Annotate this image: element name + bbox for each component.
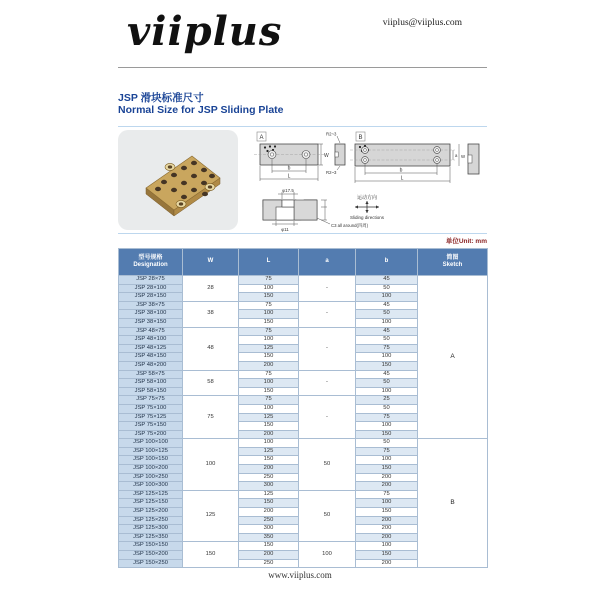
cell-designation: JSP 125×125	[119, 490, 183, 499]
cell-l: 200	[239, 508, 299, 517]
cell-l: 350	[239, 533, 299, 542]
cell-a: 50	[299, 490, 356, 542]
cell-l: 300	[239, 482, 299, 491]
cell-l: 125	[239, 447, 299, 456]
sliding-directions	[350, 194, 385, 220]
cell-designation: JSP 150×200	[119, 551, 183, 560]
header-l: L	[239, 249, 299, 276]
sliding-directions-en: Sliding directions	[349, 215, 385, 220]
viiplus-logo: viiplus	[127, 8, 283, 55]
cell-sketch: A	[418, 276, 488, 439]
radius-label-top: R2~3	[326, 131, 337, 137]
cell-w: 150	[183, 542, 239, 568]
cell-b: 100	[356, 456, 418, 465]
cell-b: 200	[356, 533, 418, 542]
cell-b: 50	[356, 439, 418, 448]
cell-b: 25	[356, 396, 418, 405]
side-view-b	[468, 144, 479, 174]
dim-b-label-b: b	[399, 167, 403, 174]
dim-w-label-b: W	[461, 154, 466, 159]
cell-b: 45	[356, 327, 418, 336]
cell-designation: JSP 100×300	[119, 482, 183, 491]
cell-l: 100	[239, 439, 299, 448]
cell-w: 58	[183, 370, 239, 396]
header-sketch	[418, 249, 488, 276]
cell-b: 200	[356, 516, 418, 525]
cell-l: 150	[239, 499, 299, 508]
side-view-a	[326, 132, 345, 176]
cell-b: 100	[356, 353, 418, 362]
dim-b-label-a: b	[287, 165, 291, 172]
cell-l: 200	[239, 430, 299, 439]
cell-designation: JSP 38×100	[119, 310, 183, 319]
top-view-b	[350, 132, 466, 183]
cell-w: 28	[183, 276, 239, 302]
cell-b: 100	[356, 542, 418, 551]
cell-designation: JSP 28×100	[119, 284, 183, 293]
cell-b: 75	[356, 413, 418, 422]
technical-drawings	[118, 128, 487, 235]
cell-b: 50	[356, 310, 418, 319]
table-row	[119, 439, 488, 448]
cell-b: 200	[356, 525, 418, 534]
top-view-a	[254, 132, 329, 181]
cell-b: 150	[356, 361, 418, 370]
cell-b: 100	[356, 318, 418, 327]
header-sketch-cn: 简图	[446, 254, 459, 261]
header-w: W	[183, 249, 239, 276]
page-title-en: Normal Size for JSP Sliding Plate	[118, 104, 284, 116]
cell-b: 75	[356, 344, 418, 353]
cell-designation: JSP 38×75	[119, 301, 183, 310]
header-sketch-en: Sketch	[442, 262, 463, 268]
cell-l: 150	[239, 422, 299, 431]
cell-designation: JSP 48×150	[119, 353, 183, 362]
cell-l: 250	[239, 473, 299, 482]
cell-l: 125	[239, 413, 299, 422]
drawing-band-top-line	[118, 126, 487, 127]
cell-b: 100	[356, 499, 418, 508]
dim-l-label-a: L	[287, 173, 291, 180]
cell-designation: JSP 125×200	[119, 508, 183, 517]
cell-a: -	[299, 301, 356, 327]
unit-note: 单位Unit: mm	[445, 238, 487, 245]
cell-designation: JSP 150×250	[119, 559, 183, 568]
cell-l: 150	[239, 542, 299, 551]
cell-b: 150	[356, 465, 418, 474]
cell-a: -	[299, 370, 356, 396]
cell-a: -	[299, 396, 356, 439]
cell-l: 150	[239, 387, 299, 396]
cell-l: 75	[239, 396, 299, 405]
view-a-label: A	[259, 135, 264, 141]
cell-designation: JSP 58×100	[119, 379, 183, 388]
cell-l: 100	[239, 404, 299, 413]
cell-b: 150	[356, 508, 418, 517]
section-view	[263, 188, 369, 232]
cell-designation: JSP 100×150	[119, 456, 183, 465]
cell-designation: JSP 125×350	[119, 533, 183, 542]
cell-b: 100	[356, 422, 418, 431]
cell-l: 150	[239, 293, 299, 302]
cell-b: 150	[356, 551, 418, 560]
dim-a-label-b: a	[455, 153, 458, 158]
cell-w: 48	[183, 327, 239, 370]
cell-designation: JSP 75×200	[119, 430, 183, 439]
cell-designation: JSP 58×150	[119, 387, 183, 396]
chamfer-note: C3 all around(四周)	[331, 223, 369, 228]
cell-l: 75	[239, 327, 299, 336]
cell-a: -	[299, 327, 356, 370]
cell-a: 100	[299, 542, 356, 568]
table-body	[119, 276, 488, 568]
cell-l: 75	[239, 301, 299, 310]
cell-designation: JSP 48×125	[119, 344, 183, 353]
cell-b: 200	[356, 559, 418, 568]
radius-label-bottom: R2~3	[326, 170, 337, 175]
cell-designation: JSP 100×125	[119, 447, 183, 456]
cross-arrows-icon	[355, 201, 379, 213]
cell-designation: JSP 125×150	[119, 499, 183, 508]
cell-b: 200	[356, 482, 418, 491]
cell-l: 200	[239, 551, 299, 560]
cell-l: 100	[239, 310, 299, 319]
dim-l-label-b: L	[400, 175, 404, 182]
cell-designation: JSP 75×150	[119, 422, 183, 431]
cell-l: 75	[239, 276, 299, 285]
dimension-table	[118, 248, 488, 568]
cell-b: 75	[356, 447, 418, 456]
cell-designation: JSP 38×150	[119, 318, 183, 327]
cell-b: 45	[356, 276, 418, 285]
cell-b: 50	[356, 404, 418, 413]
cell-l: 250	[239, 559, 299, 568]
cell-l: 100	[239, 336, 299, 345]
page-title-cn: JSP 滑块标准尺寸	[118, 92, 204, 104]
cell-b: 45	[356, 370, 418, 379]
header-designation-cn: 型号规格	[138, 254, 163, 261]
cell-w: 75	[183, 396, 239, 439]
header-designation-en: Designation	[133, 262, 168, 268]
header-divider	[118, 67, 487, 68]
cell-designation: JSP 125×300	[119, 525, 183, 534]
header-a: a	[299, 249, 356, 276]
cell-l: 100	[239, 284, 299, 293]
cell-designation: JSP 75×100	[119, 404, 183, 413]
cell-designation: JSP 58×75	[119, 370, 183, 379]
cell-b: 100	[356, 293, 418, 302]
cell-designation: JSP 28×150	[119, 293, 183, 302]
footer-website: www.viiplus.com	[268, 570, 332, 580]
cell-l: 75	[239, 370, 299, 379]
cell-l: 300	[239, 525, 299, 534]
cell-l: 150	[239, 318, 299, 327]
cell-l: 200	[239, 361, 299, 370]
cell-designation: JSP 100×250	[119, 473, 183, 482]
counterbore-dia-label: φ17.5	[282, 188, 294, 193]
cell-b: 150	[356, 430, 418, 439]
cell-designation: JSP 48×200	[119, 361, 183, 370]
header-b: b	[356, 249, 418, 276]
cell-b: 200	[356, 473, 418, 482]
cell-l: 150	[239, 456, 299, 465]
cell-designation: JSP 75×75	[119, 396, 183, 405]
view-b-label: B	[358, 135, 363, 141]
cell-designation: JSP 48×100	[119, 336, 183, 345]
cell-b: 50	[356, 379, 418, 388]
dim-w-label-a: W	[324, 153, 329, 159]
cell-designation: JSP 75×125	[119, 413, 183, 422]
cell-designation: JSP 100×200	[119, 465, 183, 474]
cell-l: 150	[239, 353, 299, 362]
cell-sketch: B	[418, 439, 488, 568]
contact-email: viiplus@viiplus.com	[382, 18, 462, 28]
cell-designation: JSP 100×100	[119, 439, 183, 448]
cell-l: 125	[239, 490, 299, 499]
cell-designation: JSP 48×75	[119, 327, 183, 336]
cell-b: 50	[356, 336, 418, 345]
cell-l: 100	[239, 379, 299, 388]
cell-b: 50	[356, 284, 418, 293]
header-designation	[119, 249, 183, 276]
cell-designation: JSP 28×75	[119, 276, 183, 285]
cell-b: 75	[356, 490, 418, 499]
cell-w: 38	[183, 301, 239, 327]
table-header	[119, 249, 488, 276]
cell-w: 100	[183, 439, 239, 491]
table-row	[119, 276, 488, 285]
cell-a: -	[299, 276, 356, 302]
cell-a: 50	[299, 439, 356, 491]
cell-designation: JSP 125×250	[119, 516, 183, 525]
cell-b: 100	[356, 387, 418, 396]
sliding-directions-cn: 运动方向	[356, 195, 378, 201]
cell-l: 250	[239, 516, 299, 525]
hole-dia-label: φ11	[281, 227, 289, 232]
cell-designation: JSP 150×150	[119, 542, 183, 551]
cell-l: 200	[239, 465, 299, 474]
cell-b: 45	[356, 301, 418, 310]
cell-l: 125	[239, 344, 299, 353]
cell-w: 125	[183, 490, 239, 542]
